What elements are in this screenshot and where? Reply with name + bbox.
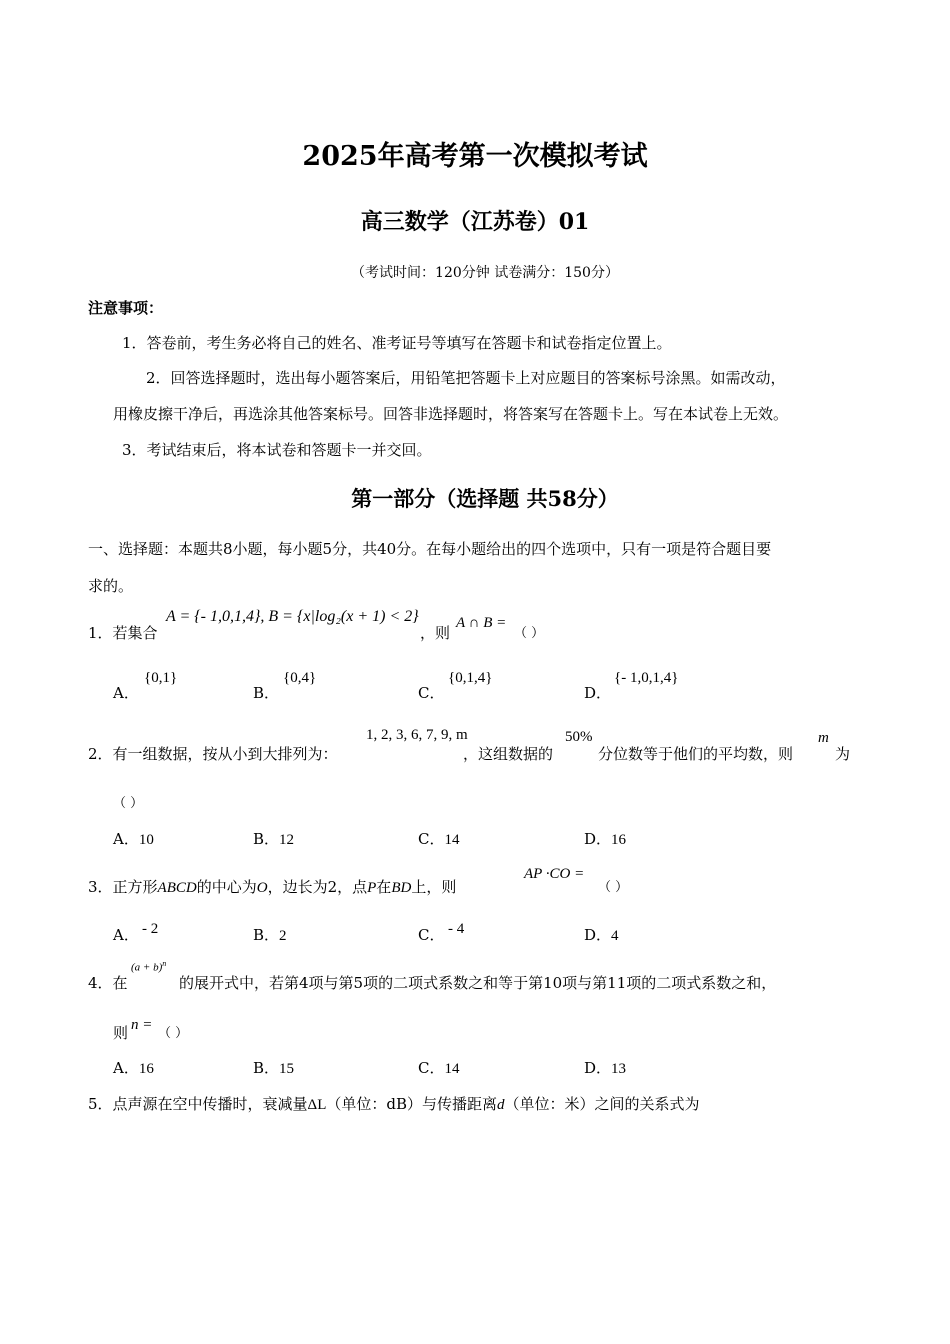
q2-option-d: D．16 bbox=[584, 830, 627, 848]
q5-stem: 5．点声源在空中传播时，衰减量ΔL（单位：dB）与传播距离d（单位：米）之间的关系式为 bbox=[88, 1095, 700, 1113]
q1-option-c-value: {0,1,4} bbox=[448, 670, 493, 686]
q1-prefix: 1．若集合 bbox=[88, 624, 158, 642]
q1-option-b-label: B． bbox=[253, 684, 280, 702]
q2-answer-paren: （ ） bbox=[113, 796, 144, 811]
exam-title: 2025年高考第一次模拟考试 bbox=[302, 141, 648, 172]
q1-option-a-value: {0,1} bbox=[144, 670, 178, 686]
q3-stem: 3．正方形ABCD的中心为O，边长为2，点P在BD上，则 bbox=[88, 878, 457, 896]
q4-option-b: B．15 bbox=[253, 1059, 295, 1077]
q2-percent: 50% bbox=[565, 729, 593, 745]
q2-var-m: m bbox=[818, 730, 829, 746]
q4-line-2-prefix: 则 bbox=[113, 1024, 129, 1042]
q4-option-c: C．14 bbox=[418, 1059, 460, 1077]
q3-option-b: B．2 bbox=[253, 926, 287, 944]
q4-n-expr: n = bbox=[131, 1017, 153, 1033]
q2-prefix: 2．有一组数据，按从小到大排列为： bbox=[88, 745, 338, 763]
exam-subtitle: 高三数学（江苏卷）01 bbox=[360, 209, 590, 235]
q2-data: 1, 2, 3, 6, 7, 9, m bbox=[366, 727, 468, 743]
q3-answer-paren: （ ） bbox=[598, 880, 629, 895]
q2-option-b: B．12 bbox=[253, 830, 295, 848]
q1-option-a-label: A． bbox=[113, 684, 139, 702]
q1-sets-formula: A = {- 1,0,1,4}, B = {x|log₂(x + 1) < 2} bbox=[166, 608, 419, 625]
q4-option-d: D．13 bbox=[584, 1059, 627, 1077]
q1-middle: ，则 bbox=[420, 624, 451, 642]
section-instructions-line-2: 求的。 bbox=[88, 577, 134, 595]
q1-option-d-value: {- 1,0,1,4} bbox=[614, 670, 679, 686]
notice-item-1: 1．答卷前，考生务必将自己的姓名、准考证号等填写在答题卡和试卷指定位置上。 bbox=[122, 334, 672, 352]
q1-answer-paren: （ ） bbox=[514, 626, 545, 641]
q4-binomial: $(a + b)^n$ bbox=[131, 959, 167, 974]
q4-answer-paren: （ ） bbox=[158, 1026, 189, 1041]
q1-intersection: A ∩ B = bbox=[456, 615, 507, 631]
notice-item-2-line-1: 2．回答选择题时，选出每小题答案后，用铅笔把答题卡上对应题目的答案标号涂黑。如需改动， bbox=[146, 369, 786, 387]
q2-option-c: C．14 bbox=[418, 830, 460, 848]
q4-line-1: 的展开式中，若第4项与第5项的二项式系数之和等于第10项与第11项的二项式系数之和， bbox=[179, 974, 777, 992]
notice-item-2-line-2: 用橡皮擦干净后，再选涂其他答案标号。回答非选择题时，将答案写在答题卡上。写在本试卷上无效。 bbox=[113, 405, 789, 423]
q2-end: 为 bbox=[835, 745, 851, 763]
q3-option-a-value: - 2 bbox=[142, 921, 159, 937]
q1-option-c-label: C． bbox=[418, 684, 445, 702]
q1-option-b-value: {0,4} bbox=[283, 670, 317, 686]
notice-item-3: 3．考试结束后，将本试卷和答题卡一并交回。 bbox=[122, 441, 432, 459]
section-instructions-line-1: 一、选择题：本题共8小题，每小题5分，共40分。在每小题给出的四个选项中，只有一项是符合题目要 bbox=[88, 540, 772, 558]
q1-option-d-label: D． bbox=[584, 684, 612, 702]
q3-option-a-label: A． bbox=[113, 926, 139, 944]
q3-option-c-value: - 4 bbox=[448, 921, 465, 937]
part1-heading: 第一部分（选择题 共58分） bbox=[351, 486, 619, 511]
q3-option-d: D．4 bbox=[584, 926, 619, 944]
q2-option-a: A．10 bbox=[113, 830, 154, 848]
notice-heading: 注意事项： bbox=[88, 299, 164, 317]
q3-dot-product: AP ·CO = bbox=[524, 866, 585, 882]
q4-option-a: A．16 bbox=[113, 1059, 154, 1077]
q3-option-c-label: C． bbox=[418, 926, 445, 944]
q2-suffix: 分位数等于他们的平均数，则 bbox=[598, 745, 794, 763]
exam-info: （考试时间：120分钟 试卷满分：150分） bbox=[351, 265, 619, 281]
q2-middle: ，这组数据的 bbox=[463, 745, 554, 763]
q4-prefix: 4．在 bbox=[88, 974, 128, 992]
